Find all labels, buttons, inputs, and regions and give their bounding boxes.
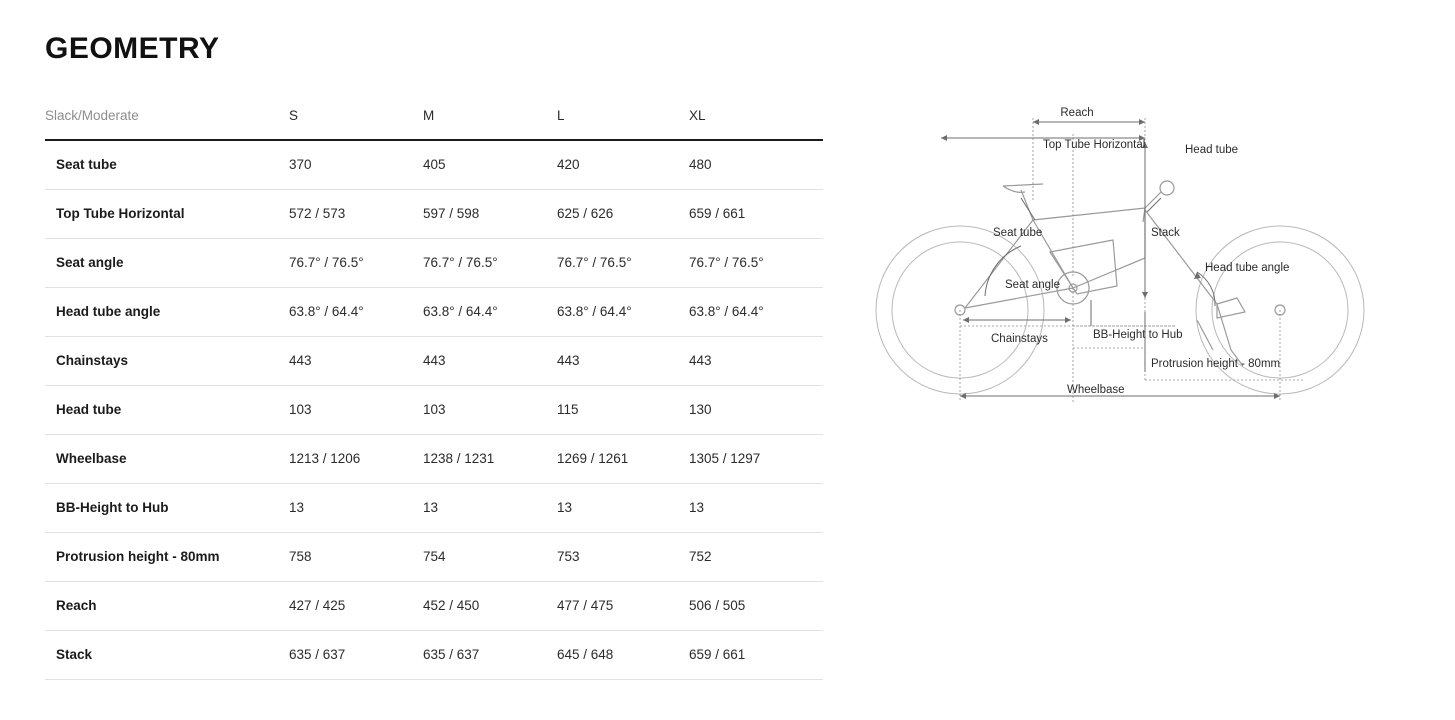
cell-s: 13 — [289, 483, 423, 532]
cell-s: 443 — [289, 336, 423, 385]
diagram-label-seat-angle: Seat angle — [1005, 279, 1060, 291]
cell-l: 625 / 626 — [557, 189, 689, 238]
cell-s: 758 — [289, 532, 423, 581]
table-row — [45, 238, 823, 287]
cell-s: 76.7° / 76.5° — [289, 238, 423, 287]
table-row — [45, 434, 823, 483]
cell-m: 635 / 637 — [423, 630, 557, 679]
diagram-label-stack: Stack — [1151, 227, 1180, 239]
table-row — [45, 581, 823, 630]
column-header-measure: Slack/Moderate — [45, 108, 289, 140]
table-row — [45, 287, 823, 336]
diagram-label-reach: Reach — [1060, 107, 1094, 119]
cell-s: 572 / 573 — [289, 189, 423, 238]
cell-xl: 659 / 661 — [689, 189, 823, 238]
cell-m: 597 / 598 — [423, 189, 557, 238]
cell-m: 76.7° / 76.5° — [423, 238, 557, 287]
column-header-l: L — [557, 108, 689, 140]
cell-s: 1213 / 1206 — [289, 434, 423, 483]
cell-xl: 63.8° / 64.4° — [689, 287, 823, 336]
row-label: Stack — [45, 630, 289, 679]
cell-l: 420 — [557, 140, 689, 189]
row-label: Protrusion height - 80mm — [45, 532, 289, 581]
table-row — [45, 189, 823, 238]
cell-xl: 480 — [689, 140, 823, 189]
cell-l: 76.7° / 76.5° — [557, 238, 689, 287]
page-title: GEOMETRY — [45, 32, 220, 65]
cell-xl: 506 / 505 — [689, 581, 823, 630]
cell-m: 452 / 450 — [423, 581, 557, 630]
cell-l: 443 — [557, 336, 689, 385]
row-label: Head tube — [45, 385, 289, 434]
row-label: Seat angle — [45, 238, 289, 287]
cell-s: 635 / 637 — [289, 630, 423, 679]
bicycle-geometry-diagram — [845, 80, 1435, 440]
diagram-label-head-tube: Head tube — [1185, 144, 1239, 156]
cell-m: 405 — [423, 140, 557, 189]
cell-s: 103 — [289, 385, 423, 434]
cell-m: 13 — [423, 483, 557, 532]
cell-xl: 659 / 661 — [689, 630, 823, 679]
cell-m: 1238 / 1231 — [423, 434, 557, 483]
cell-l: 63.8° / 64.4° — [557, 287, 689, 336]
cell-xl: 13 — [689, 483, 823, 532]
cell-m: 443 — [423, 336, 557, 385]
row-label: Top Tube Horizontal — [45, 189, 289, 238]
diagram-label-protrusion-height: Protrusion height - 80mm — [1151, 358, 1281, 370]
table-row — [45, 630, 823, 679]
geometry-table — [45, 108, 823, 680]
table-header-row — [45, 108, 823, 140]
diagram-label-wheelbase: Wheelbase — [1067, 384, 1125, 396]
row-label: Head tube angle — [45, 287, 289, 336]
table-header — [45, 108, 823, 140]
table-row — [45, 140, 823, 189]
table-row — [45, 483, 823, 532]
row-label: BB-Height to Hub — [45, 483, 289, 532]
diagram-label-bb-height-to-hub: BB-Height to Hub — [1093, 329, 1183, 341]
cell-s: 63.8° / 64.4° — [289, 287, 423, 336]
cell-m: 103 — [423, 385, 557, 434]
column-header-s: S — [289, 108, 423, 140]
row-label: Wheelbase — [45, 434, 289, 483]
cell-s: 427 / 425 — [289, 581, 423, 630]
cell-xl: 752 — [689, 532, 823, 581]
row-label: Reach — [45, 581, 289, 630]
cell-l: 645 / 648 — [557, 630, 689, 679]
column-header-xl: XL — [689, 108, 823, 140]
column-header-m: M — [423, 108, 557, 140]
diagram-label-top-tube-horizontal: Top Tube Horizontal — [1043, 139, 1146, 151]
cell-xl: 130 — [689, 385, 823, 434]
cell-l: 1269 / 1261 — [557, 434, 689, 483]
row-label: Seat tube — [45, 140, 289, 189]
geometry-table-wrapper — [45, 108, 823, 680]
cell-xl: 76.7° / 76.5° — [689, 238, 823, 287]
cell-l: 115 — [557, 385, 689, 434]
cell-l: 753 — [557, 532, 689, 581]
cell-m: 754 — [423, 532, 557, 581]
cell-xl: 443 — [689, 336, 823, 385]
cell-l: 477 / 475 — [557, 581, 689, 630]
table-row — [45, 336, 823, 385]
diagram-label-chainstays: Chainstays — [991, 333, 1048, 345]
diagram-label-seat-tube: Seat tube — [993, 227, 1043, 239]
cell-l: 13 — [557, 483, 689, 532]
row-label: Chainstays — [45, 336, 289, 385]
cell-m: 63.8° / 64.4° — [423, 287, 557, 336]
table-row — [45, 532, 823, 581]
table-body — [45, 140, 823, 679]
cell-s: 370 — [289, 140, 423, 189]
table-row — [45, 385, 823, 434]
diagram-label-head-tube-angle: Head tube angle — [1205, 262, 1290, 274]
cell-xl: 1305 / 1297 — [689, 434, 823, 483]
